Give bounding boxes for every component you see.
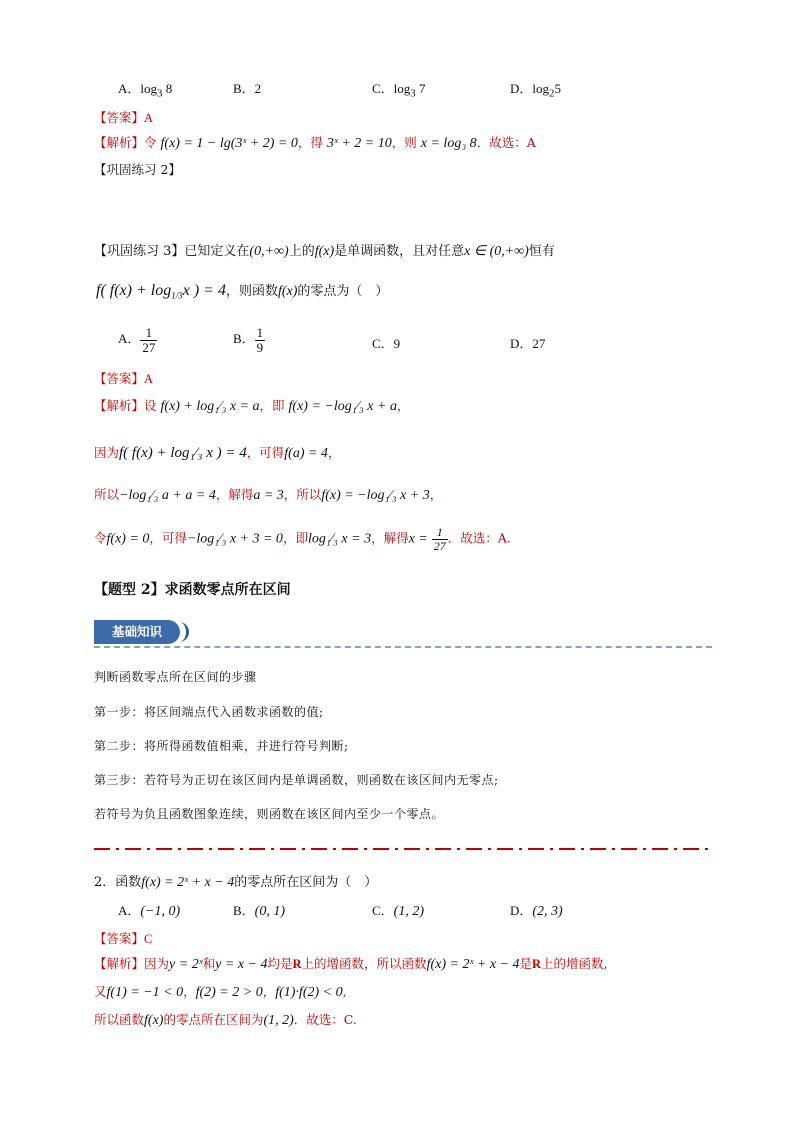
practice3-option-d: D．27 [510,336,546,351]
q2-option-d: D．(2, 3) [510,903,563,919]
practice3-analysis-line4: 令f(x) = 0，可得−log₁⁄₃ x + 3 = 0，即log₁⁄₃ x = 3，解得x = $\frac{1}{27}$ ．故选：A. [94,525,511,553]
section-divider [94,848,712,850]
q2-analysis-line2: 又f(1) = −1 < 0，f(2) = 2 > 0，f(1)·f(2) < 0, [94,984,347,1000]
knowledge-bar: 基础知识 [94,620,180,644]
q1-option-c: C．$\log_3 7$ [372,81,426,100]
q2-answer: 【答案】C [94,931,153,946]
practice3-stem-line2: f( $f(x) + \log_{1/3}x$ ) = 4，则函数f(x)的零点为（ ） [96,282,389,301]
q2-stem: 2．函数f(x) = 2ˣ + x − 4的零点所在区间为（ ） [94,875,378,890]
q2-option-b: B．(0, 1) [233,903,285,919]
q1-answer: 【答案】A [94,110,154,125]
practice3-option-c: C．9 [372,336,401,351]
q2-option-a: A．(−1, 0) [118,903,181,919]
q2-analysis-line1: 【解析】因为y = 2ˣ和y = x − 4均是R上的增函数，所以函数f(x) = 2ˣ + x − 4是R上的增函数, [94,956,608,972]
q1-option-b: B．2 [233,81,262,96]
practice3-analysis-line1: 【解析】设 f(x) + log₁⁄₃ x = a，即 f(x) = −log₁⁄₃ x + a， [94,398,410,414]
q1-option-a: A．$\log_3 8$ [118,81,173,100]
q1-option-d: D．$\log_25$ [510,81,561,100]
knowledge-divider [94,646,712,648]
practice3-answer: 【答案】A [94,371,154,386]
q2-analysis-line3: 所以函数f(x)的零点所在区间为(1, 2)．故选：C. [94,1012,357,1028]
practice3-option-b: B． $\frac{1}{9}$ [233,325,264,355]
knowledge-line-1: 判断函数零点所在区间的步骤 [94,670,257,684]
practice3-analysis-line3: 所以−log₁⁄₃ a + a = 4，解得a = 3，所以f(x) = −log₁⁄₃ x + 3， [94,487,443,503]
q1-analysis: 【解析】令 f(x) = 1 − lg(3ˣ + 2) = 0，得 3ˣ + 2 = 10，则 x = log₃ 8．故选：A [94,135,536,151]
practice3-stem-line1: 【巩固练习 3】已知定义在(0,+∞)上的f(x)是单调函数，且对任意x ∈ (0,+∞)恒有 [94,244,555,259]
knowledge-line-4: 第三步：若符号为正切在该区间内是单调函数，则函数在该区间内无零点; [94,773,499,787]
section2-title: 【题型 2】求函数零点所在区间 [94,582,291,598]
knowledge-line-2: 第一步：将区间端点代入函数求函数的值; [94,705,324,719]
knowledge-line-3: 第二步：将所得函数值相乘，并进行符号判断; [94,739,349,753]
q2-option-c: C．(1, 2) [372,903,424,919]
practice3-analysis-line2: 因为f( f(x) + log₁⁄₃ x ) = 4，可得f(a) = 4， [94,445,341,461]
knowledge-line-5: 若符号为负且函数图象连续，则函数在该区间内至少一个零点。 [94,807,445,821]
practice2-label: 【巩固练习 2】 [94,162,181,177]
practice3-option-a: A． $\frac{1}{27}$ [118,325,156,355]
